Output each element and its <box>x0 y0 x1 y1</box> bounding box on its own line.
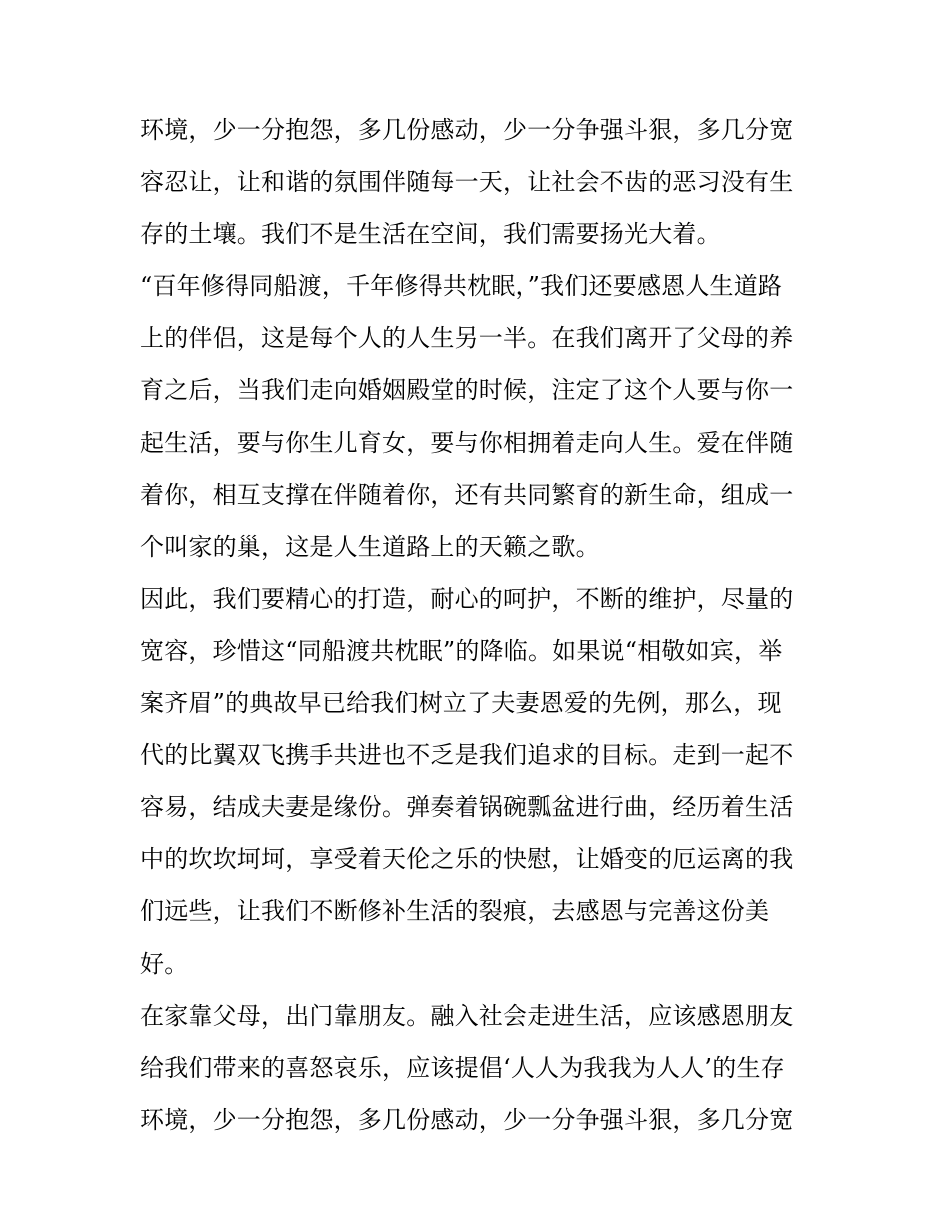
text-line: 着你，相互支撑在伴随着你，还有共同繁育的新生命，组成一 <box>140 480 794 509</box>
text-line: 个叫家的巢，这是人生道路上的天籁之歌。 <box>140 532 600 561</box>
text-line: 环境，少一分抱怨，多几份感动，少一分争强斗狠，多几分宽 <box>140 1105 794 1134</box>
text-line: 案齐眉”的典故早已给我们树立了夫妻恩爱的先例，那么，现 <box>140 689 782 718</box>
body-text <box>140 104 820 1146</box>
text-line: 代的比翼双飞携手共进也不乏是我们追求的目标。走到一起不 <box>140 741 794 770</box>
text-line: 起生活，要与你生儿育女，要与你相拥着走向人生。爱在伴随 <box>140 428 794 457</box>
text-line: 存的土壤。我们不是生活在空间，我们需要扬光大着。 <box>140 220 721 249</box>
text-line: 容易，结成夫妻是缘份。弹奏着锅碗瓢盆进行曲，经历着生活 <box>140 793 794 822</box>
text-line: 中的坎坎坷坷，享受着天伦之乐的快慰，让婚变的厄运离的我 <box>140 845 794 874</box>
text-line: 育之后，当我们走向婚姻殿堂的时候，注定了这个人要与你一 <box>140 376 794 405</box>
text-line: 环境，少一分抱怨，多几份感动，少一分争强斗狠，多几分宽 <box>140 116 794 144</box>
text-line: 容忍让，让和谐的氛围伴随每一天，让社会不齿的恶习没有生 <box>140 168 794 197</box>
text-line: 上的伴侣，这是每个人的人生另一半。在我们离开了父母的养 <box>140 324 794 353</box>
text-line: 们远些，让我们不断修补生活的裂痕，去感恩与完善这份美 <box>140 897 770 926</box>
text-line: 好。 <box>140 949 189 978</box>
text-line: 宽容，珍惜这“同船渡共枕眠”的降临。如果说“相敬如宾，举 <box>140 636 783 665</box>
text-line: “百年修得同船渡，千年修得共枕眠，”我们还要感恩人生道路 <box>140 272 783 301</box>
text-line: 在家靠父母，出门靠朋友。融入社会走进生活，应该感恩朋友 <box>140 1001 794 1030</box>
text-line: 因此，我们要精心的打造，耐心的呵护，不断的维护，尽量的 <box>140 584 794 613</box>
text-line: 给我们带来的喜怒哀乐，应该提倡‘人人为我我为人人’的生存 <box>140 1053 785 1082</box>
